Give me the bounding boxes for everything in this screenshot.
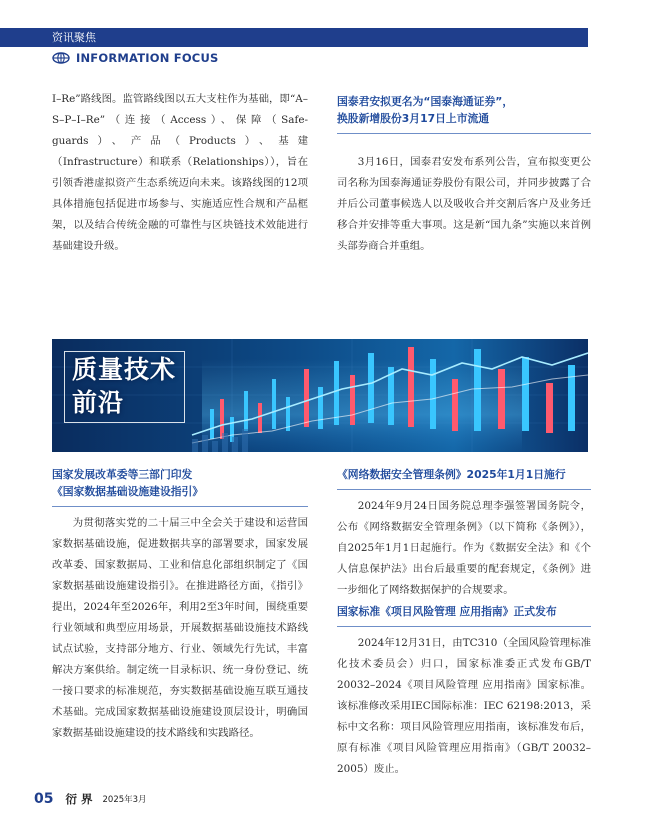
headline-line: 换股新增股份3月17日上市流通 — [337, 112, 490, 125]
quality-tech-banner — [52, 339, 588, 452]
divider — [52, 506, 308, 507]
page-footer — [34, 788, 147, 810]
headline — [337, 93, 591, 127]
paragraph: 为贯彻落实党的二十届三中全会关于建设和运营国家数据基础设施，促进数据共享的部署要求，国家发展改革委、国家数据局、工业和信息化部组织制定了《国家数据基础设施建设指引》。在推进路径方面，《指引》提出，2024年至2026年，利用2至3年时间，围绕重要行业领域和典型应用场景，开展数据基础设施技术路线试点试验，支持部分地方、行业、领域先行先试，丰富解决方案供给。制定统一目录标识、统一身份登记、统一接口要求的标准规范，夯实数据基础设施互联互通技术基础。完成国家数据基础设施建设顶层设计，明确国家数据基础设施建设的技术路线和实践路径。 — [52, 517, 308, 739]
magazine-name: 衍 界 — [65, 792, 93, 806]
divider — [337, 626, 591, 627]
article-data-infra-body — [52, 513, 308, 744]
section-title-cn: 资讯聚焦 — [52, 31, 96, 44]
globe-icon — [52, 52, 70, 64]
banner-title — [72, 353, 176, 419]
headline — [52, 466, 308, 500]
headline: 国家标准《项目风险管理 应用指南》正式发布 — [337, 605, 557, 618]
paragraph: 2024年9月24日国务院总理李强签署国务院令，公布《网络数据安全管理条例》（以下简称《条例》），自2025年1月1日起施行。作为《数据安全法》和《个人信息保护法》出台后最重要的配套规定，《条例》进一步细化了网络数据保护的合规要求。 — [337, 500, 591, 596]
page-number: 05 — [34, 791, 54, 807]
headline-line: 《国家数据基础设施建设指引》 — [52, 485, 204, 498]
article-guotai-body — [337, 152, 591, 257]
article-risk-standard-body — [337, 633, 591, 780]
divider — [337, 489, 591, 490]
article-network-security-header — [337, 466, 591, 490]
paragraph: 2024年12月31日，由TC310（全国风险管理标准化技术委员会）归口，国家标准委正式发布GB/T 20032–2024《项目风险管理 应用指南》国家标准。该标准修改采用IEC国际标准：IEC 62198:2013，采标中文名称：项目风险管理应用指南，该标准发布后，原有标准《项目风险管理应用指南》（GB/T 20032–2005）废止。 — [337, 637, 591, 775]
article-guotai-header — [337, 93, 591, 134]
section-subtitle — [52, 50, 218, 66]
section-title-en: INFORMATION FOCUS — [76, 51, 219, 65]
headline-line: 国泰君安拟更名为“国泰海通证券”， — [337, 95, 514, 108]
article-data-infra-header — [52, 466, 308, 507]
paragraph: I–Re”路线图。监管路线图以五大支柱作为基础，即“A–S–P–I–Re”（连接（Access）、保障（Safe-guards）、产品（Products）、基建（Infrastructure）和联系（Relationships）），旨在引领香港虚拟资产生态系统迈向未来。该路线图的12项具体措施包括促进市场参与、实施适应性合规和产品框架，以及结合传统金融的可靠性与区块链技术效能进行基础建设升级。 — [52, 93, 308, 252]
section-header-bar — [0, 28, 588, 47]
article-risk-standard-header — [337, 603, 591, 627]
left-top-column — [52, 89, 308, 257]
paragraph: 3月16日，国泰君安发布系列公告，宣布拟变更公司名称为国泰海通证券股份有限公司，并同步披露了合并后公司董事候选人以及吸收合并交割后客户及业务迁移合并安排等重大事项。这是新“国九条”实施以来首例头部券商合并重组。 — [337, 156, 591, 252]
issue-date: 2025年3月 — [102, 795, 147, 805]
headline-line: 国家发展改革委等三部门印发 — [52, 468, 193, 481]
divider — [337, 133, 591, 134]
banner-title-line: 前沿 — [72, 388, 125, 417]
banner-title-line: 质量技术 — [72, 355, 177, 384]
article-network-security-body — [337, 496, 591, 601]
headline: 《网络数据安全管理条例》2025年1月1日施行 — [337, 468, 566, 481]
